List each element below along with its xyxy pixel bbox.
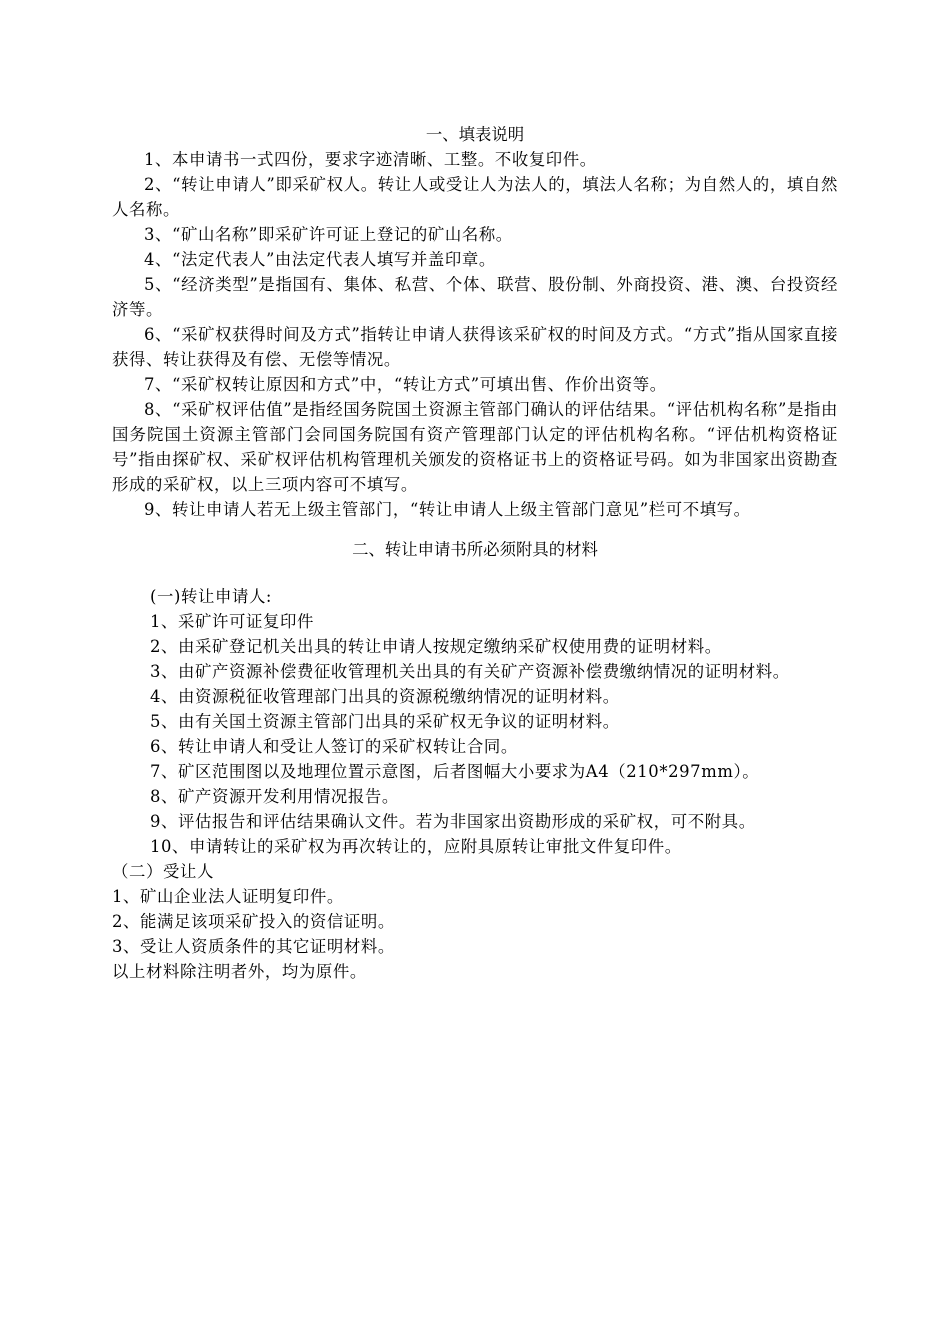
instruction-item: 2、“转让申请人”即采矿权人。转让人或受让人为法人的，填法人名称；为自然人的，填自然人名称。 bbox=[112, 175, 838, 219]
material-item: 3、由矿产资源补偿费征收管理机关出具的有关矿产资源补偿费缴纳情况的证明材料。 bbox=[150, 662, 790, 681]
section2-title: 二、转让申请书所必须附具的材料 bbox=[352, 540, 598, 559]
material-item: 5、由有关国土资源主管部门出具的采矿权无争议的证明材料。 bbox=[150, 712, 620, 731]
instruction-item: 7、“采矿权转让原因和方式”中，“转让方式”可填出售、作价出资等。 bbox=[144, 375, 667, 394]
material-item: 1、采矿许可证复印件 bbox=[150, 612, 314, 631]
closing-note: 以上材料除注明者外，均为原件。 bbox=[112, 962, 367, 981]
instruction-item: 3、“矿山名称”即采矿许可证上登记的矿山名称。 bbox=[144, 225, 513, 244]
material-item: 2、能满足该项采矿投入的资信证明。 bbox=[112, 912, 395, 931]
material-item: 9、评估报告和评估结果确认文件。若为非国家出资勘形成的采矿权，可不附具。 bbox=[150, 812, 756, 831]
section1-title: 一、填表说明 bbox=[425, 125, 525, 144]
material-item: 2、由采矿登记机关出具的转让申请人按规定缴纳采矿权使用费的证明材料。 bbox=[150, 637, 722, 656]
instruction-item: 4、“法定代表人”由法定代表人填写并盖印章。 bbox=[144, 250, 496, 269]
group1-title: (一)转让申请人: bbox=[150, 587, 273, 606]
group2-title: （二）受让人 bbox=[112, 862, 214, 881]
instruction-item: 1、本申请书一式四份，要求字迹清晰、工整。不收复印件。 bbox=[144, 150, 597, 169]
document-page bbox=[112, 122, 838, 984]
material-item: 3、受让人资质条件的其它证明材料。 bbox=[112, 937, 395, 956]
instruction-item: 9、转让申请人若无上级主管部门，“转让申请人上级主管部门意见”栏可不填写。 bbox=[144, 500, 751, 519]
material-item: 8、矿产资源开发利用情况报告。 bbox=[150, 787, 399, 806]
material-item: 6、转让申请人和受让人签订的采矿权转让合同。 bbox=[150, 737, 518, 756]
instruction-item: 6、“采矿权获得时间及方式”指转让申请人获得该采矿权的时间及方式。“方式”指从国家直接获得、转让获得及有偿、无偿等情况。 bbox=[112, 325, 838, 369]
material-item: 7、矿区范围图以及地理位置示意图，后者图幅大小要求为A4（210*297mm）。 bbox=[150, 762, 760, 781]
material-item: 1、矿山企业法人证明复印件。 bbox=[112, 887, 344, 906]
instruction-item: 5、“经济类型”是指国有、集体、私营、个体、联营、股份制、外商投资、港、澳、台投资经济等。 bbox=[112, 275, 838, 319]
instruction-item: 8、“采矿权评估值”是指经国务院国土资源主管部门确认的评估结果。“评估机构名称”是指由国务院国土资源主管部门会同国务院国有资产管理部门认定的评估机构名称。“评估机构资格证号”指由探矿权、采矿权评估机构管理机关颁发的资格证书上的资格证号码。如为非国家出资勘查形成的采矿权，以上三项内容可不填写。 bbox=[112, 400, 838, 494]
material-item: 10、申请转让的采矿权为再次转让的，应附具原转让审批文件复印件。 bbox=[150, 837, 682, 856]
material-item: 4、由资源税征收管理部门出具的资源税缴纳情况的证明材料。 bbox=[150, 687, 620, 706]
